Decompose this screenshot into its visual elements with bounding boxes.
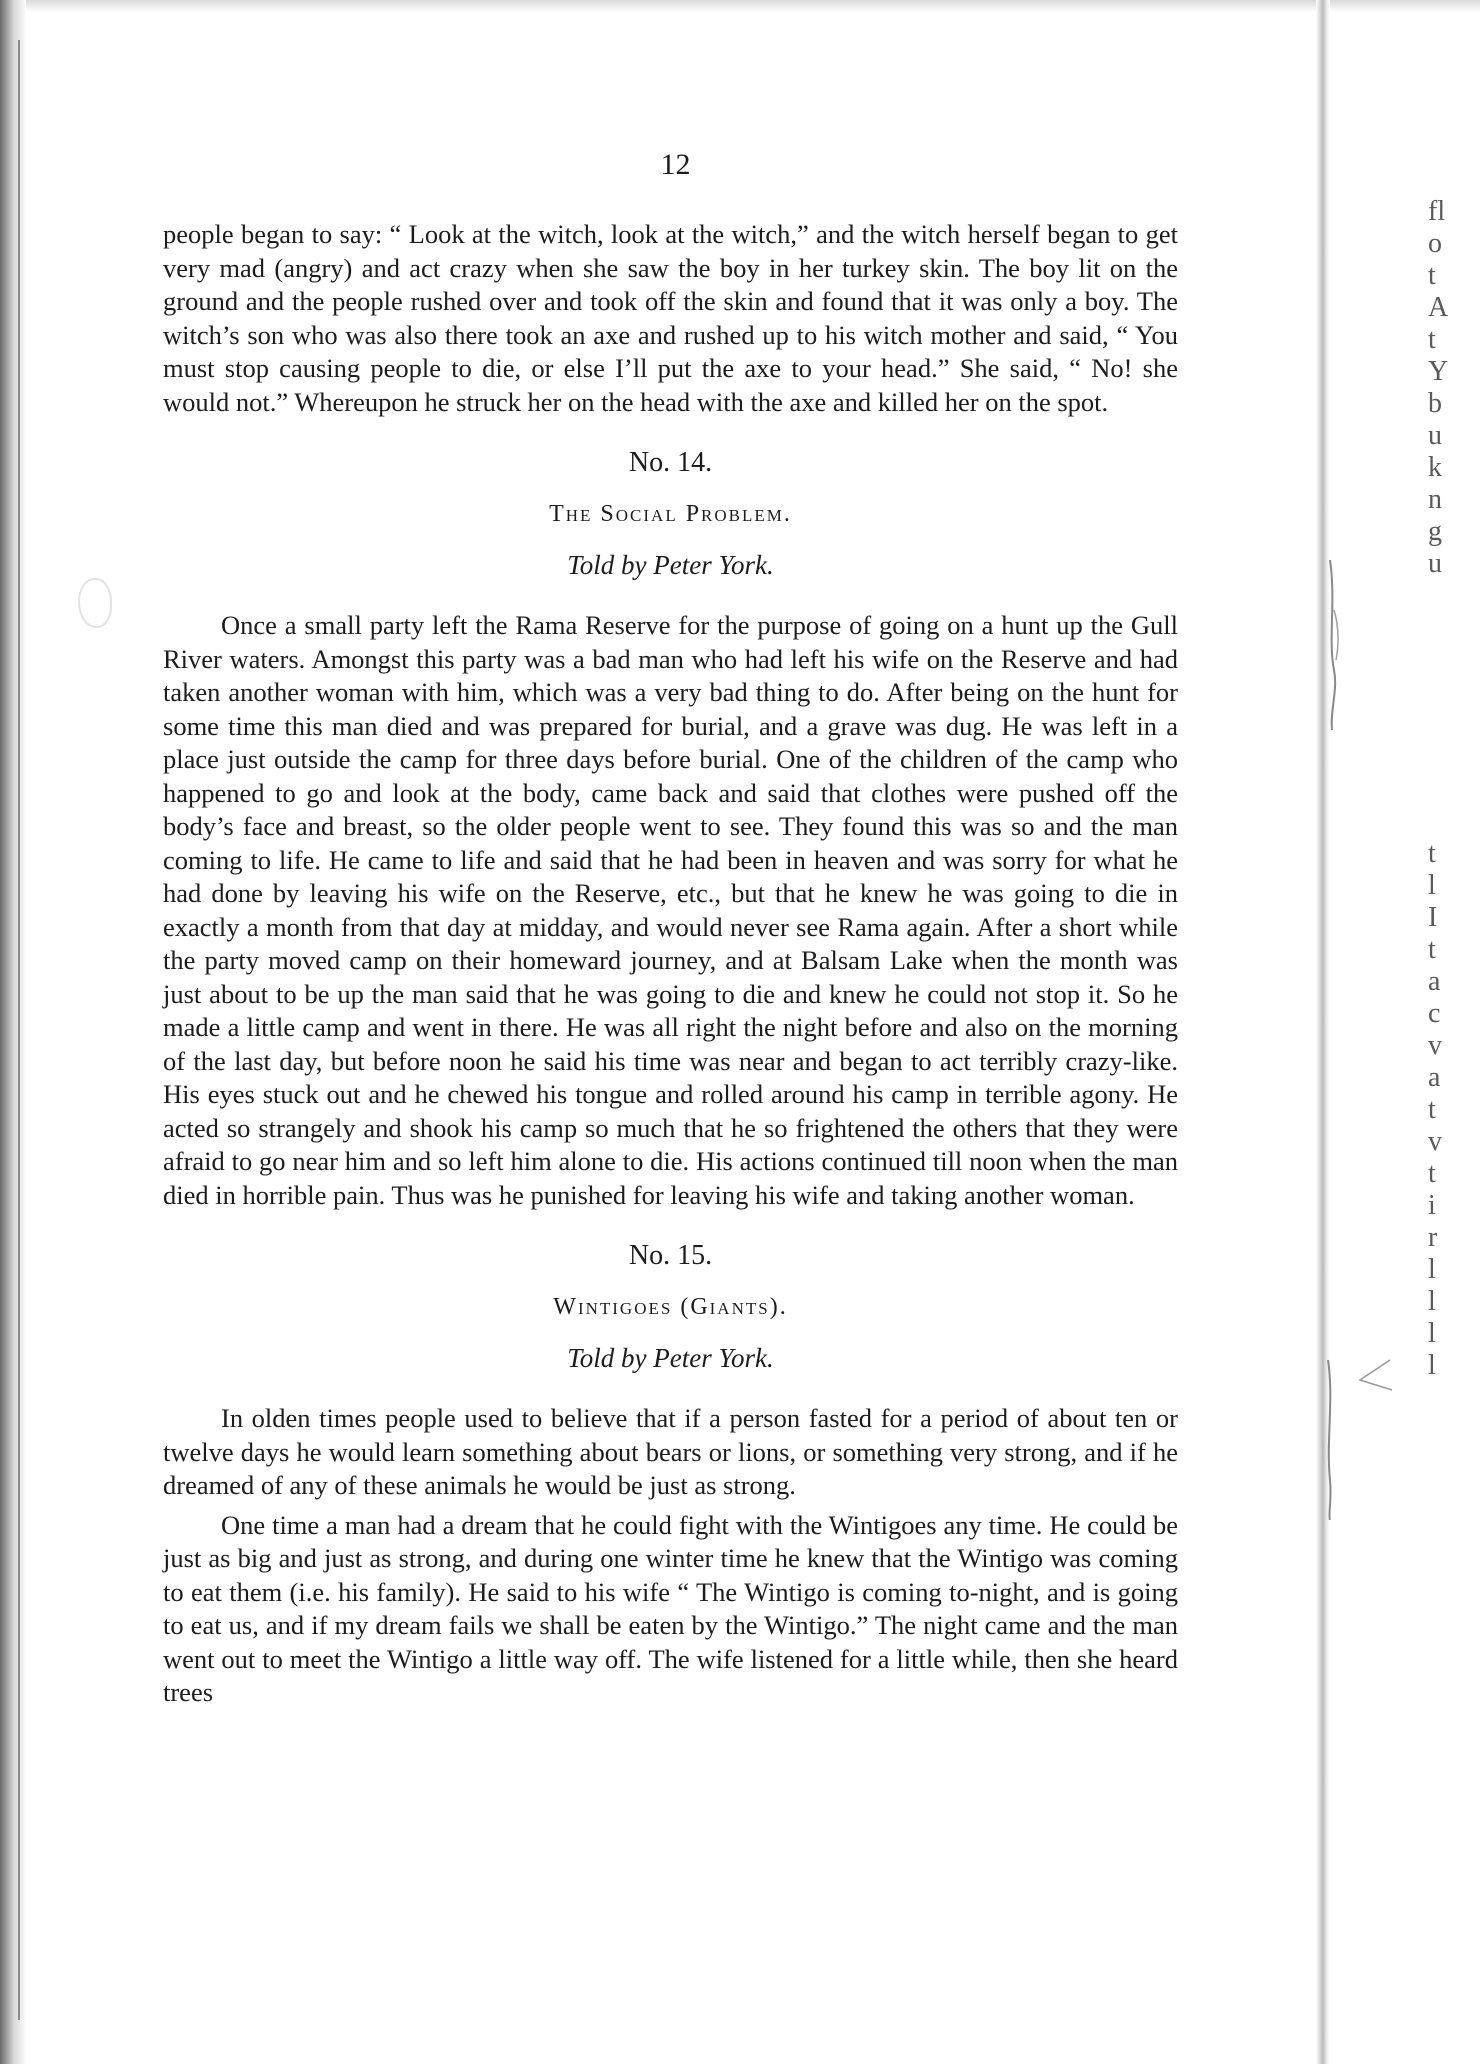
facing-page-fragment: l [1428, 1318, 1436, 1349]
facing-page-fragments-top [1428, 196, 1478, 580]
facing-page-fragment: r [1428, 1222, 1438, 1253]
pencil-bracket-bottom [1328, 1360, 1331, 1520]
facing-page-fragment: A [1428, 292, 1449, 323]
facing-page-fragment: t [1428, 260, 1436, 291]
facing-page-fragment: k [1428, 452, 1442, 483]
page-binding-edge [18, 40, 20, 2020]
facing-page-fragment: fl [1428, 196, 1446, 227]
story-paragraph: In olden times people used to believe that if a person fasted for a period of about ten or twelve days he would learn something about bears or lions, or something very strong, and if he dreamed of any of these animals he would be just as strong. [163, 1403, 1178, 1500]
paper-smudge-mark [78, 578, 112, 628]
facing-page-fragment: o [1428, 228, 1442, 259]
facing-page-fragment: t [1428, 324, 1436, 355]
pencil-bracket-top [1330, 560, 1335, 730]
facing-page-fragment: t [1428, 934, 1436, 965]
story-no-15 [163, 1240, 1178, 1710]
facing-page-fragment: t [1428, 1094, 1436, 1125]
story-paragraph: Once a small party left the Rama Reserve for the purpose of going on a hunt up the Gull River waters. Amongst this party was a bad man who had left his wife on the Reserve and had taken another woman with him, which was a very bad thing to do. After being on the hunt for some time this man died and was prepared for burial, and a grave was dug. He was left in a place just outside the camp for three days before burial. One of the children of the camp who happened to go and look at the body, came back and said that clothes were pushed off the body’s face and breast, so the older people went to see. They found this was so and the man coming to life. He came to life and said that he had been in heaven and was sorry for what he had done by leaving his wife on the Reserve, etc., but that he knew he was going to die in exactly a month from that day at midday, and would never see Rama again. After a short while the party moved camp on their homeward journey, and at Balsam Lake when the month was just about to be up the man said that he was going to die and knew he could not stop it. So he made a little camp and went in there. He was all right the night before and also on the morning of the last day, but before noon he said his time was near and began to act terribly crazy-like. His eyes stuck out and he chewed his tongue and rolled around his camp in terrible agony. He acted so strangely and shook his camp so much that he so frightened the others that they were afraid to go near him and so left him alone to die. His actions continued till noon when the man died in horrible pain. Thus was he punished for leaving his wife and taking another woman. [163, 610, 1178, 1210]
page-top-shadow [0, 0, 1480, 12]
facing-page-fragment: Y [1428, 356, 1449, 387]
facing-page-fragment: i [1428, 1190, 1436, 1221]
facing-page-fragment: t [1428, 1158, 1436, 1189]
page-number: 12 [660, 148, 691, 181]
opening-paragraph: people began to say: “ Look at the witch, look at the witch,” and the witch herself began to get very mad (angry) and act crazy when she saw the boy in her turkey skin. The boy lit on the ground and the people rushed over and took off the skin and found that it was only a boy. The witch’s son who was also there took an axe and rushed up to his witch mother and said, “ You must stop causing people to die, or else I’ll put the axe to your head.” She said, “ No! she would not.” Whereupon he struck her on the head with the axe and killed her on the spot. [163, 219, 1178, 417]
facing-page-fragment: c [1428, 998, 1441, 1029]
story-title: Wintigoes (Giants). [553, 1294, 788, 1320]
facing-page-fragment: v [1428, 1126, 1442, 1157]
facing-page-fragment: u [1428, 420, 1442, 451]
story-teller: Told by Peter York. [567, 1343, 774, 1373]
pencil-stroke [1334, 610, 1338, 660]
story-teller: Told by Peter York. [567, 550, 774, 580]
story-paragraph: One time a man had a dream that he could fight with the Wintigoes any time. He could be just as big and just as strong, and during one winter time he knew that the Wintigo was coming to eat them (i.e. his family). He said to his wife “ The Wintigo is coming to-night, and is going to eat us, and if my dream fails we shall be eaten by the Wintigo.” The night came and the man went out to meet the Wintigo a little way off. The wife listened for a little while, then she heard trees [163, 1509, 1178, 1707]
book-spine-shadow [0, 0, 26, 2064]
story-number: No. 14. [628, 447, 713, 478]
story-number: No. 15. [628, 1240, 713, 1271]
facing-page-fragment: n [1428, 484, 1442, 515]
facing-page-fragment: a [1428, 1062, 1441, 1093]
facing-page-fragments-bottom [1428, 838, 1478, 1382]
story-no-14 [163, 447, 1178, 1212]
facing-page-fragment: l [1428, 1286, 1436, 1317]
facing-page-fragment: u [1428, 548, 1442, 579]
page-content [163, 148, 1178, 1710]
facing-page-fragment: v [1428, 1030, 1442, 1061]
facing-page-fragment: t [1428, 838, 1436, 869]
facing-page-fragment: b [1428, 388, 1442, 419]
story-title: The Social Problem. [549, 501, 792, 527]
facing-page-fragment: l [1428, 1350, 1436, 1381]
facing-page-fragment: I [1428, 902, 1438, 933]
pencil-arrow-mark [1360, 1360, 1392, 1390]
facing-page-fragment: a [1428, 966, 1441, 997]
facing-page-fragment: l [1428, 1254, 1436, 1285]
margin-pencil-marks [1300, 560, 1410, 1520]
facing-page-fragment: g [1428, 516, 1442, 547]
facing-page-fragment: l [1428, 870, 1436, 901]
